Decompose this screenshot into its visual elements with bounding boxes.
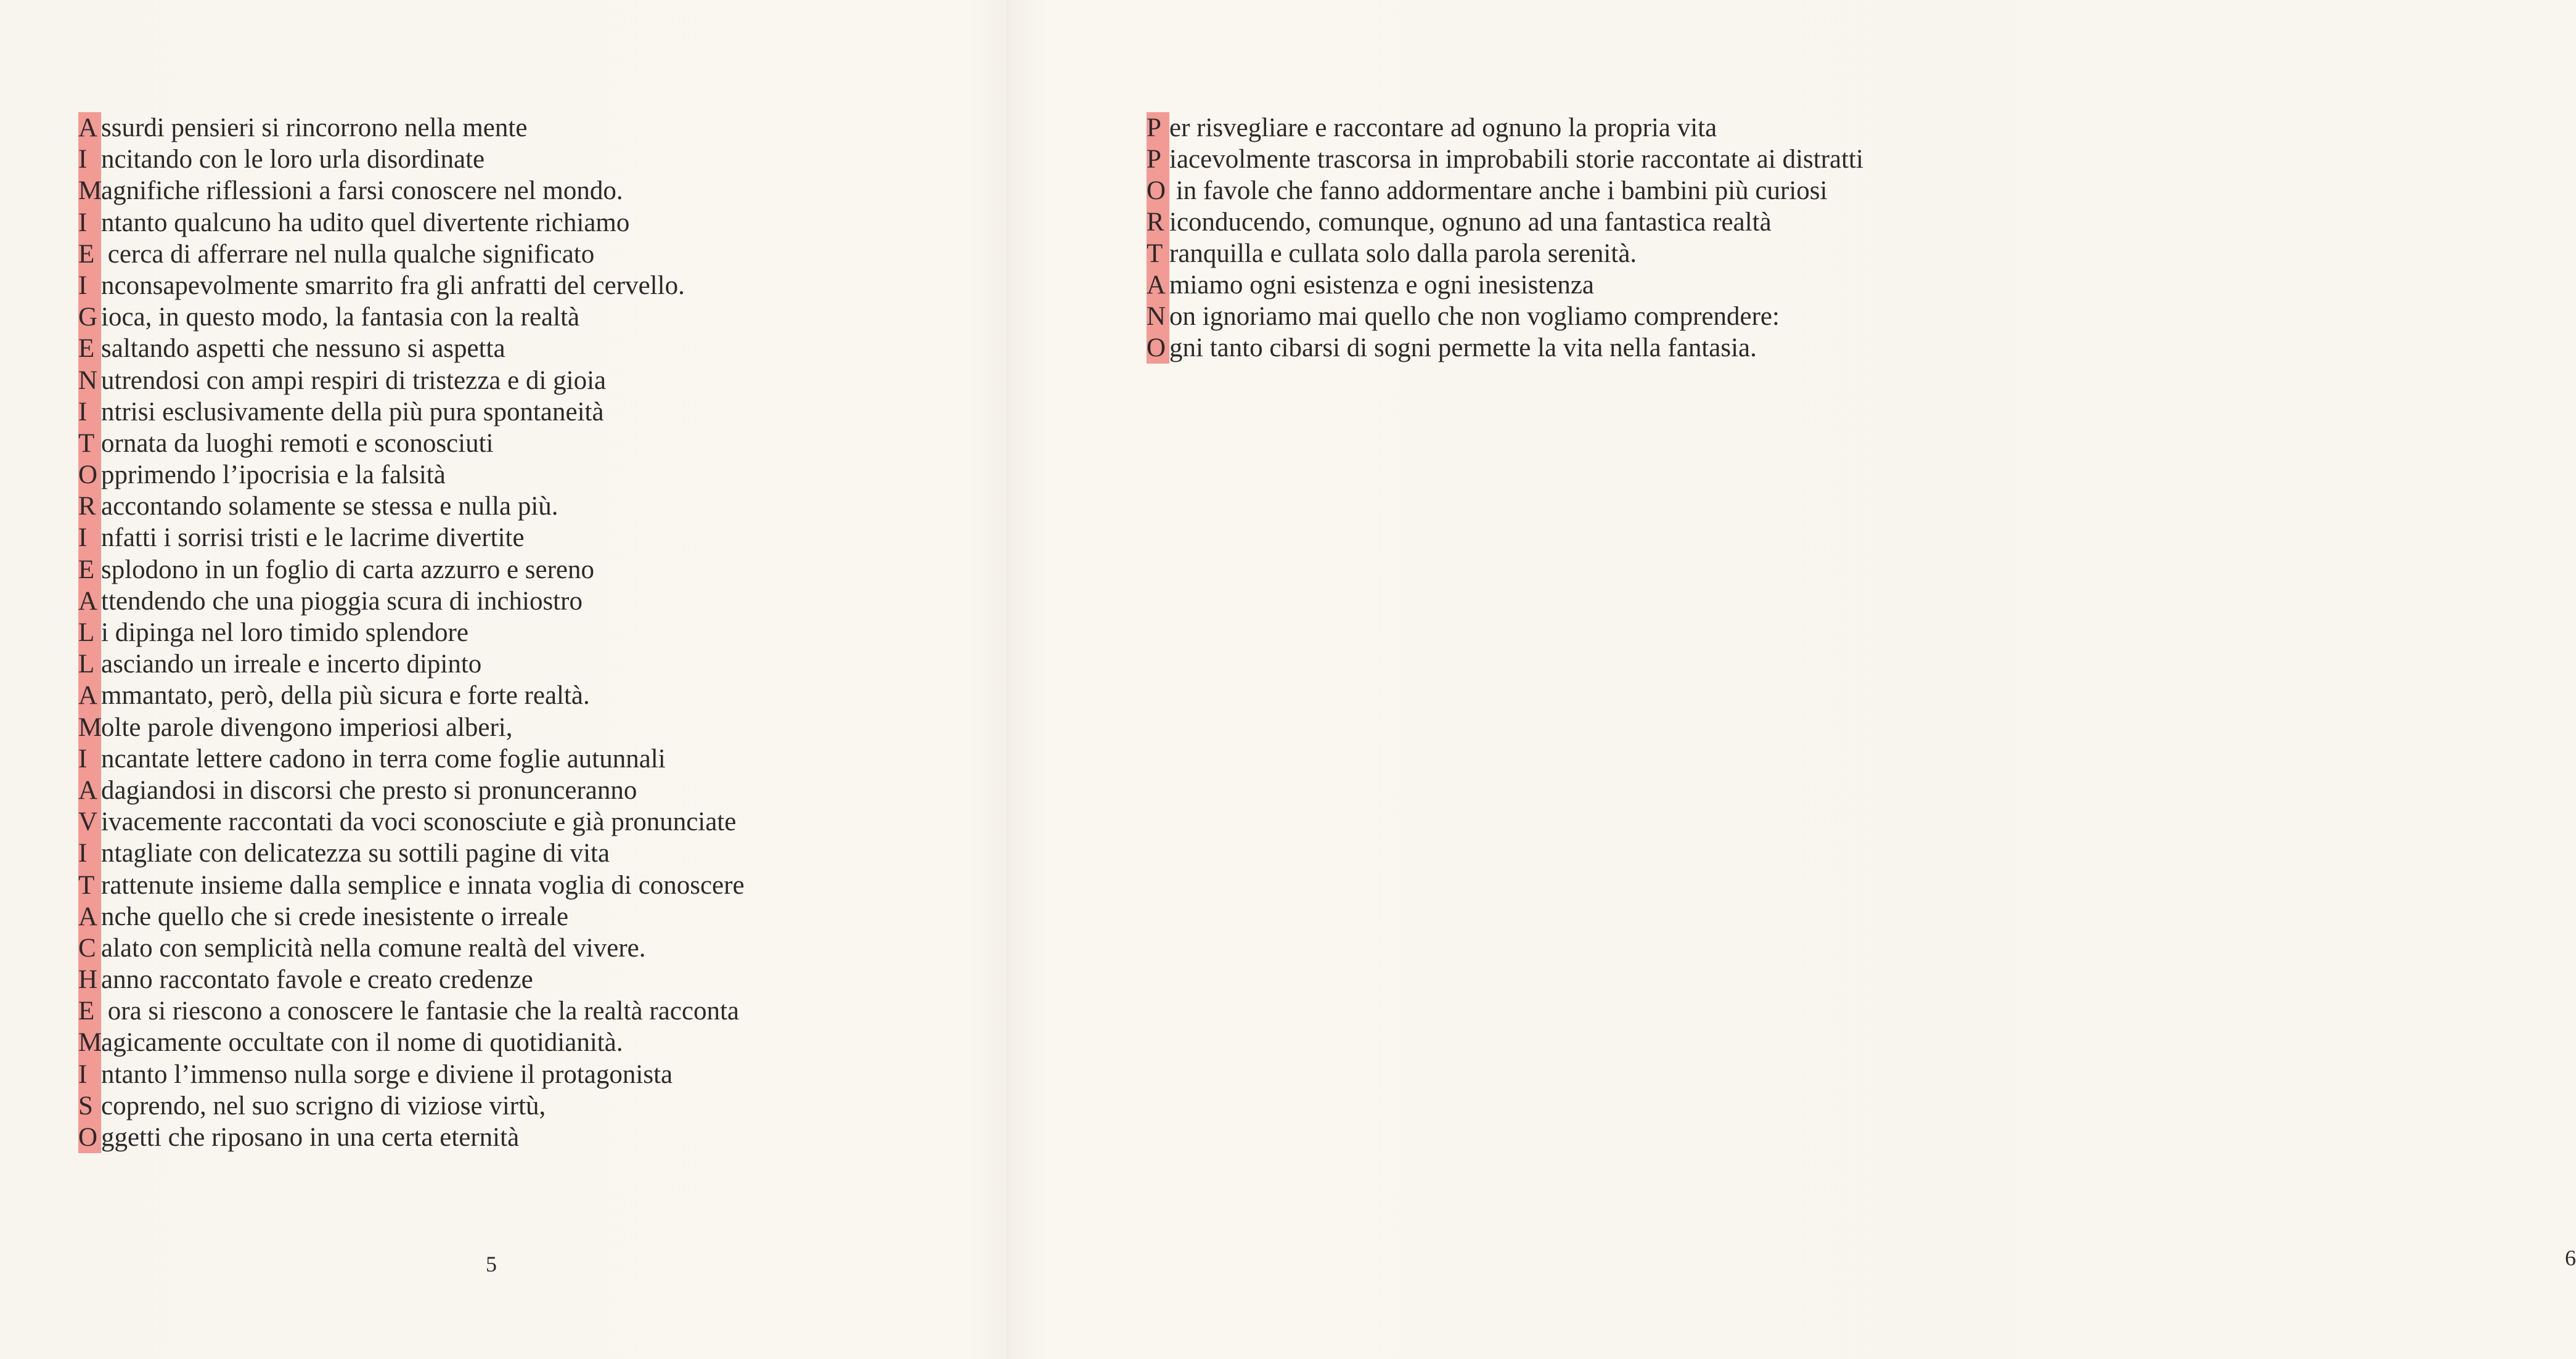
highlighted-initial: A — [78, 775, 101, 806]
line-text: ttendendo che una pioggia scura di inchiostro — [101, 586, 583, 616]
acrostic-poem-right — [1147, 112, 1863, 364]
poem-line — [1147, 144, 1863, 175]
poem-line — [78, 1090, 745, 1122]
highlighted-initial: G — [78, 301, 101, 333]
highlighted-initial: E — [78, 995, 101, 1027]
poem-line — [78, 522, 745, 553]
line-text: pprimendo l’ipocrisia e la falsità — [101, 460, 446, 490]
poem-line — [78, 933, 745, 964]
line-text: accontando solamente se stessa e nulla più. — [101, 492, 558, 521]
poem-line — [1147, 301, 1863, 332]
poem-line — [78, 995, 745, 1027]
poem-line — [78, 712, 745, 743]
line-text: ggetti che riposano in una certa eternità — [101, 1123, 520, 1152]
poem-line — [78, 239, 745, 270]
line-text: rattenute insieme dalla semplice e innata voglia di conoscere — [101, 870, 745, 900]
poem-line — [1147, 206, 1863, 238]
poem-line — [78, 775, 745, 806]
poem-line — [1147, 238, 1863, 269]
page-number: 5 — [486, 1252, 497, 1276]
highlighted-initial: O — [78, 459, 101, 491]
line-text: ncantate lettere cadono in terra come foglie autunnali — [101, 744, 666, 773]
line-text: in favole che fanno addormentare anche i bambini più curiosi — [1169, 176, 1828, 205]
highlighted-initial: C — [78, 933, 101, 964]
highlighted-initial: E — [78, 554, 101, 586]
highlighted-initial: A — [78, 901, 101, 933]
highlighted-initial: L — [78, 648, 101, 680]
highlighted-initial: I — [78, 1059, 101, 1090]
highlighted-initial: H — [78, 964, 101, 995]
poem-line — [78, 1122, 745, 1153]
poem-line — [78, 554, 745, 586]
poem-line — [78, 1059, 745, 1090]
line-text: iconducendo, comunque, ognuno ad una fantastica realtà — [1169, 208, 1772, 237]
line-text: nche quello che si crede inesistente o irreale — [101, 902, 569, 931]
highlighted-initial: M — [78, 175, 101, 206]
poem-line — [78, 428, 745, 459]
poem-line — [78, 901, 745, 933]
line-text: anno raccontato favole e creato credenze — [101, 965, 533, 995]
highlighted-initial: A — [78, 586, 101, 617]
poem-line — [78, 112, 745, 144]
highlighted-initial: I — [78, 270, 101, 301]
line-text: ioca, in questo modo, la fantasia con la realtà — [101, 303, 580, 332]
line-text: utrendosi con ampi respiri di tristezza e di gioia — [101, 365, 607, 395]
left-page — [0, 0, 1007, 1359]
poem-line — [78, 838, 745, 869]
highlighted-initial: N — [1147, 301, 1169, 332]
line-text: nconsapevolmente smarrito fra gli anfratti del cervello. — [101, 271, 685, 300]
highlighted-initial: I — [78, 838, 101, 869]
poem-line — [1147, 112, 1863, 144]
highlighted-initial: T — [1147, 238, 1169, 269]
highlighted-initial: I — [78, 144, 101, 175]
poem-line — [78, 333, 745, 364]
line-text: miamo ogni esistenza e ogni inesistenza — [1169, 271, 1595, 300]
line-text: iacevolmente trascorsa in improbabili storie raccontate ai distratti — [1169, 145, 1863, 174]
poem-line — [78, 396, 745, 428]
highlighted-initial: I — [78, 396, 101, 428]
highlighted-initial: O — [1147, 332, 1169, 364]
highlighted-initial: E — [78, 239, 101, 270]
highlighted-initial: I — [78, 207, 101, 239]
highlighted-initial: E — [78, 333, 101, 364]
highlighted-initial: T — [78, 428, 101, 459]
highlighted-initial: P — [1147, 144, 1169, 175]
highlighted-initial: T — [78, 870, 101, 901]
line-text: asciando un irreale e incerto dipinto — [101, 650, 482, 679]
highlighted-initial: L — [78, 617, 101, 648]
poem-line — [78, 964, 745, 995]
line-text: ntanto qualcuno ha udito quel divertente richiamo — [101, 208, 630, 237]
line-text: olte parole divengono imperiosi alberi, — [101, 712, 513, 742]
line-text: ntagliate con delicatezza su sottili pagine di vita — [101, 839, 610, 868]
poem-line — [78, 743, 745, 775]
line-text: ornata da luoghi remoti e sconosciuti — [101, 428, 494, 458]
line-text: gni tanto cibarsi di sogni permette la vita nella fantasia. — [1169, 333, 1757, 362]
poem-line — [78, 617, 745, 648]
page-number: 6 — [2565, 1246, 2576, 1270]
line-text: nfatti i sorrisi tristi e le lacrime divertite — [101, 523, 525, 553]
highlighted-initial: M — [78, 712, 101, 743]
highlighted-initial: V — [78, 806, 101, 838]
line-text: i dipinga nel loro timido splendore — [101, 618, 468, 647]
poem-line — [78, 459, 745, 491]
poem-line — [78, 301, 745, 333]
highlighted-initial: M — [78, 1027, 101, 1058]
poem-line — [78, 586, 745, 617]
highlighted-initial: A — [1147, 269, 1169, 301]
poem-line — [78, 270, 745, 301]
line-text: agnifiche riflessioni a farsi conoscere nel mondo. — [101, 176, 623, 206]
highlighted-initial: A — [78, 680, 101, 711]
line-text: alato con semplicità nella comune realtà del vivere. — [101, 933, 646, 963]
line-text: ranquilla e cullata solo dalla parola serenità. — [1169, 239, 1637, 268]
highlighted-initial: P — [1147, 112, 1169, 144]
acrostic-poem-left — [78, 112, 745, 1153]
highlighted-initial: O — [1147, 175, 1169, 206]
poem-line — [78, 207, 745, 239]
highlighted-initial: I — [78, 522, 101, 553]
poem-line — [78, 680, 745, 711]
poem-line — [78, 1027, 745, 1058]
line-text: cerca di afferrare nel nulla qualche significato — [101, 239, 595, 269]
poem-line — [1147, 332, 1863, 364]
line-text: ora si riescono a conoscere le fantasie che la realtà racconta — [101, 997, 740, 1026]
poem-line — [78, 870, 745, 901]
line-text: saltando aspetti che nessuno si aspetta — [101, 334, 505, 364]
highlighted-initial: A — [78, 112, 101, 144]
line-text: dagiandosi in discorsi che presto si pronunceranno — [101, 775, 637, 805]
highlighted-initial: S — [78, 1090, 101, 1122]
line-text: er risvegliare e raccontare ad ognuno la propria vita — [1169, 113, 1717, 142]
line-text: on ignoriamo mai quello che non vogliamo comprendere: — [1169, 302, 1780, 331]
line-text: splodono in un foglio di carta azzurro e sereno — [101, 555, 595, 584]
highlighted-initial: R — [1147, 206, 1169, 238]
highlighted-initial: R — [78, 491, 101, 522]
poem-line — [1147, 175, 1863, 206]
highlighted-initial: N — [78, 365, 101, 396]
line-text: ncitando con le loro urla disordinate — [101, 145, 485, 174]
line-text: mmantato, però, della più sicura e forte realtà. — [101, 681, 590, 711]
poem-line — [78, 144, 745, 175]
highlighted-initial: O — [78, 1122, 101, 1153]
line-text: agicamente occultate con il nome di quotidianità. — [101, 1028, 623, 1058]
poem-line — [78, 648, 745, 680]
poem-line — [78, 365, 745, 396]
line-text: ivacemente raccontati da voci sconosciute e già pronunciate — [101, 807, 737, 837]
poem-line — [78, 491, 745, 522]
line-text: ntrisi esclusivamente della più pura spontaneità — [101, 397, 604, 426]
line-text: ntanto l’immenso nulla sorge e diviene il protagonista — [101, 1059, 673, 1089]
poem-line — [1147, 269, 1863, 301]
highlighted-initial: I — [78, 743, 101, 775]
poem-line — [78, 175, 745, 206]
line-text: ssurdi pensieri si rincorrono nella mente — [101, 113, 528, 142]
line-text: coprendo, nel suo scrigno di viziose virtù, — [101, 1091, 546, 1120]
poem-line — [78, 806, 745, 838]
